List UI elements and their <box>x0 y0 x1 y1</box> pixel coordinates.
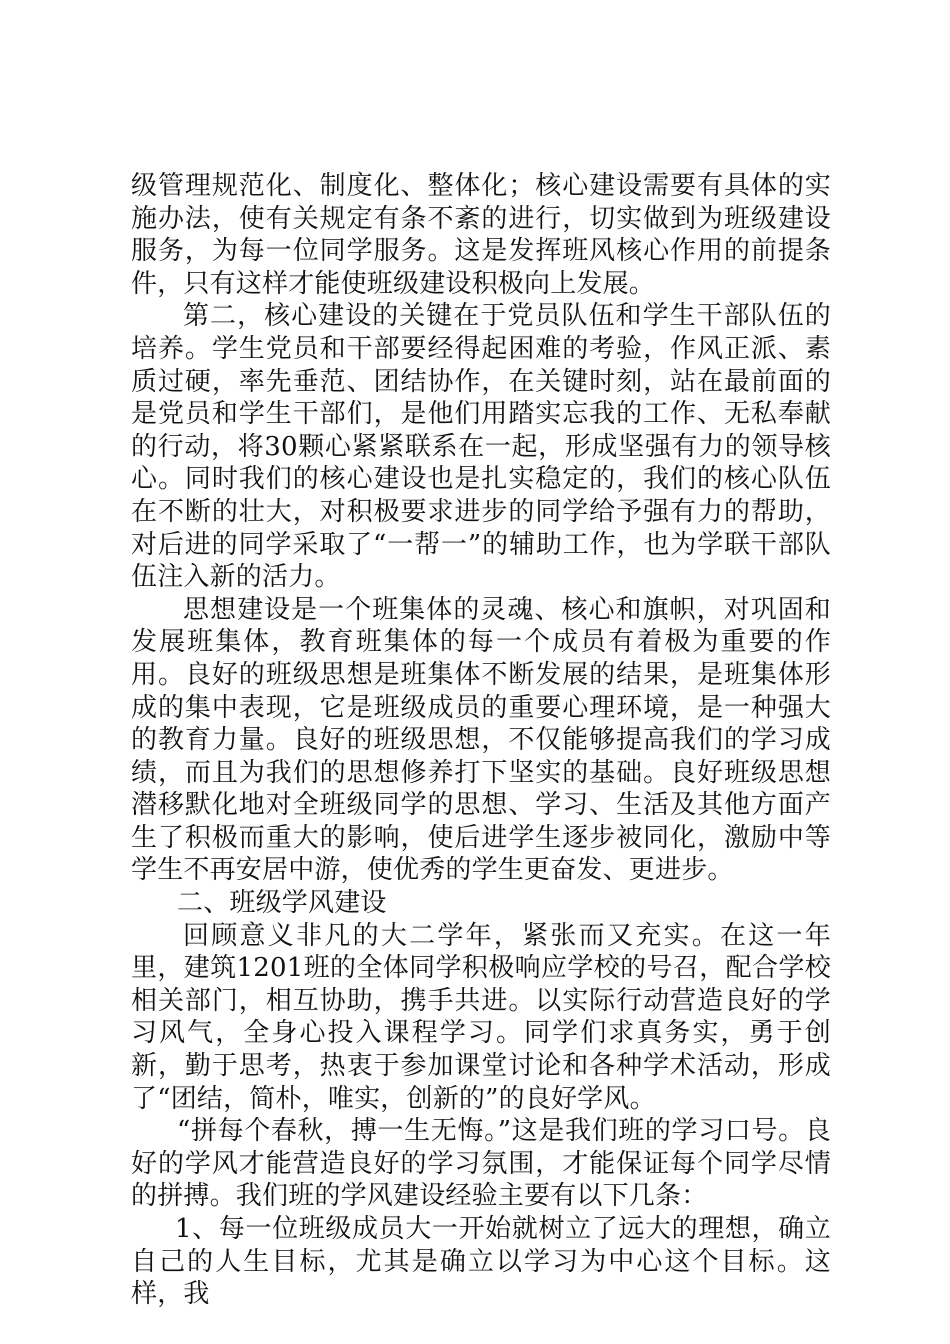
document-body <box>131 170 831 1311</box>
paragraph-ideology-construction: 思想建设是一个班集体的灵魂、核心和旗帜，对巩固和发展班集体，教育班集体的每一个成员有着极为重要的作用。良好的班级思想是班集体不断发展的结果，是班集体形成的集中表现，它是班级成员的重要心理环境，是一种强大的教育力量。良好的班级思想，不仅能够提高我们的学习成绩，而且为我们的思想修养打下坚实的基础。良好班级思想潜移默化地对全班级同学的思想、学习、生活及其他方面产生了积极而重大的影响，使后进学生逐步被同化，激励中等学生不再安居中游，使优秀的学生更奋发、更进步。 <box>131 594 831 886</box>
paragraph-slogan: “拼每个春秋，搏一生无悔。”这是我们班的学习口号。良好的学风才能营造良好的学习氛围，才能保证每个同学尽情的拼搏。我们班的学风建设经验主要有以下几条： <box>131 1116 831 1212</box>
section-heading-study-style: 二、班级学风建设 <box>177 888 387 919</box>
list-item-1: 1、每一位班级成员大一开始就树立了远大的理想，确立自己的人生目标，尤其是确立以学习为中心这个目标。这样，我 <box>131 1214 831 1310</box>
paragraph-sophomore-year: 回顾意义非凡的大二学年，紧张而又充实。在这一年里，建筑1201班的全体同学积极响应学校的号召，配合学校相关部门，相互协助，携手共进。以实际行动营造良好的学习风气，全身心投入课程学习。同学们求真务实，勇于创新，勤于思考，热衷于参加课堂讨论和各种学术活动，形成了“团结，简朴，唯实，创新的”的良好学风。 <box>131 920 831 1114</box>
paragraph-class-management: 级管理规范化、制度化、整体化；核心建设需要有具体的实施办法，使有关规定有条不紊的进行，切实做到为班级建设服务，为每一位同学服务。这是发挥班风核心作用的前提条件，只有这样才能使班级建设积极向上发展。 <box>131 171 831 299</box>
paragraph-core-construction: 第二，核心建设的关键在于党员队伍和学生干部队伍的培养。学生党员和干部要经得起困难的考验，作风正派、素质过硬，率先垂范、团结协作，在关键时刻，站在最前面的是党员和学生干部们，是他们用踏实忘我的工作、无私奉献的行动，将30颗心紧紧联系在一起，形成坚强有力的领导核心。同时我们的核心建设也是扎实稳定的，我们的核心队伍在不断的壮大，对积极要求进步的同学给予强有力的帮助，对后进的同学采取了“一帮一”的辅助工作，也为学联干部队伍注入新的活力。 <box>131 301 831 593</box>
